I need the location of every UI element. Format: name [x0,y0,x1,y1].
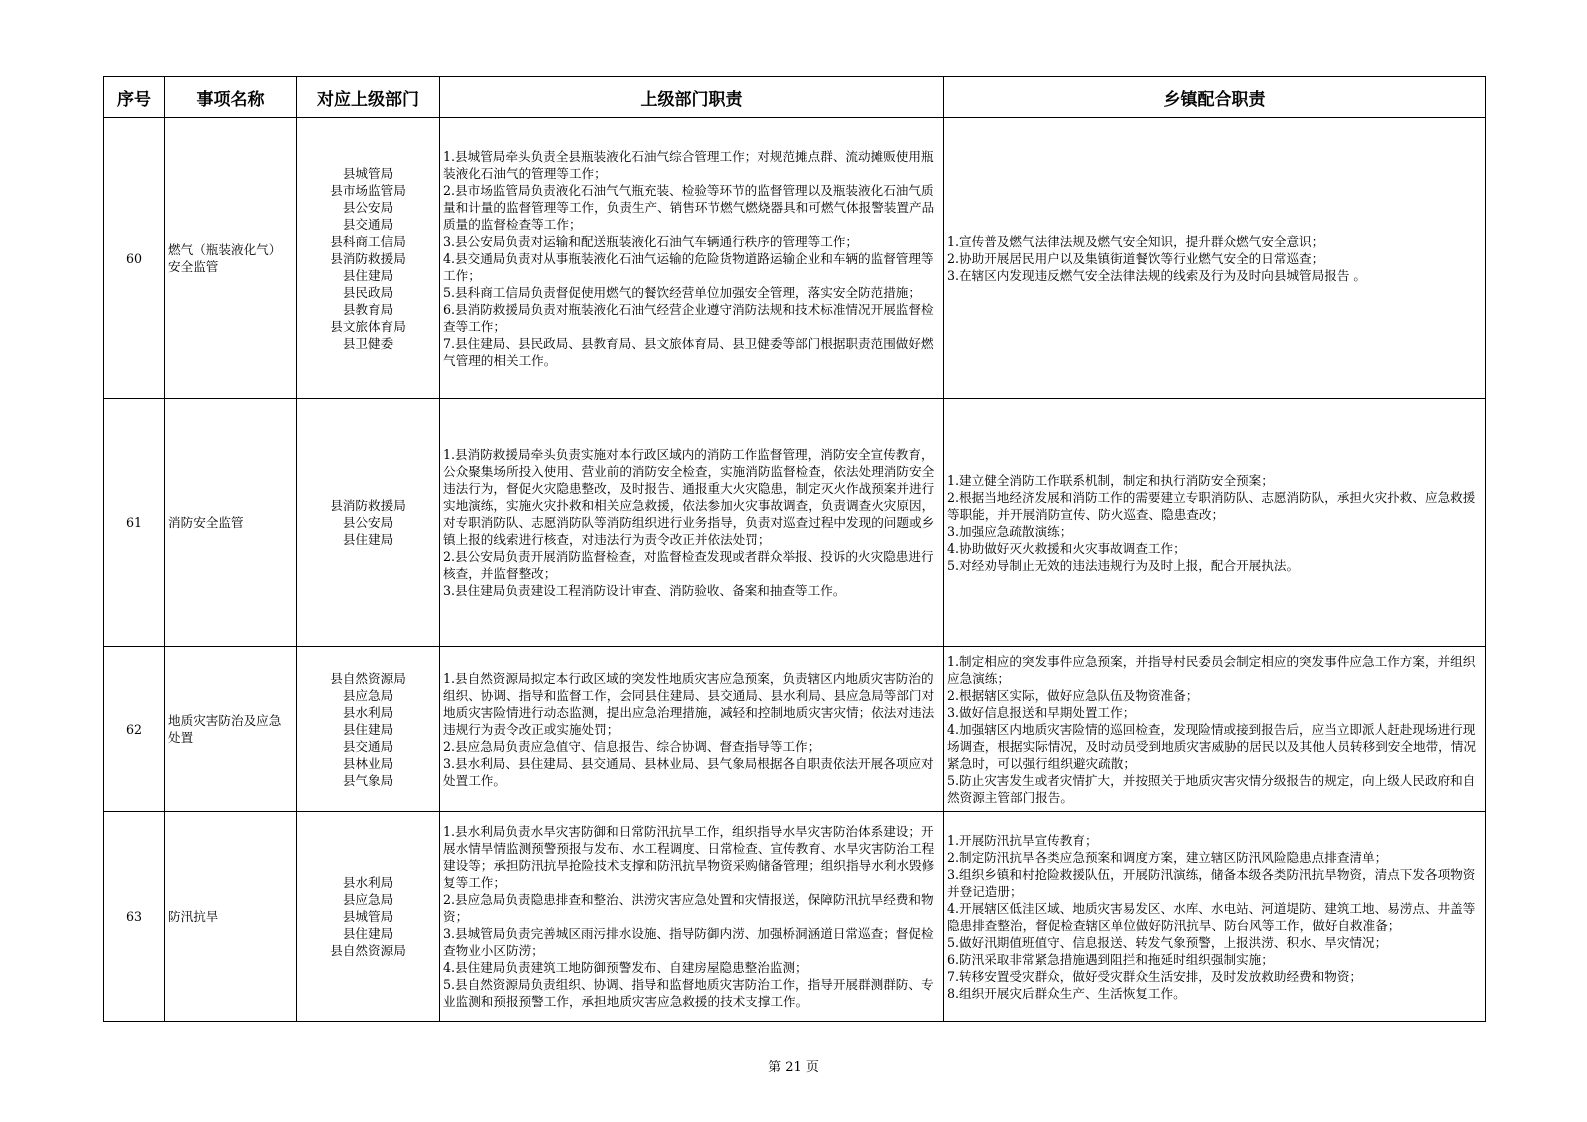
row-number: 62 [104,647,165,812]
department: 县消防救援局 [330,498,406,513]
town-duties [944,118,1486,399]
department: 县住建局 [342,926,394,941]
department: 县自然资源局 [330,670,406,686]
upper-duties [440,647,944,812]
town-duties [944,399,1486,647]
duty-item: 6.县消防救援局负责对瓶装液化石油气经营企业遵守消防法规和技术标准情况开展监督检查等工作； [443,301,934,334]
duty-item: 5.县科商工信局负责督促使用燃气的餐饮经营单位加强安全管理，落实安全防范措施； [443,284,921,300]
duty-item: 5.对经劝导制止无效的违法违规行为及时上报，配合开展执法。 [947,557,1300,573]
duty-item: 7.县住建局、县民政局、县教育局、县文旅体育局、县卫健委等部门根据职责范围做好燃气管理的相关工作。 [443,335,934,368]
duty-item: 5.做好汛期值班值守、信息报送、转发气象预警，上报洪涝、积水、旱灾情况； [947,934,1388,950]
table-header-row [104,77,1486,118]
duty-item: 3.县公安局负责对运输和配送瓶装液化石油气车辆通行秩序的管理等工作； [443,233,859,249]
duty-item: 2.县应急局负责隐患排查和整治、洪涝灾害应急处置和灾情报送，保障防汛抗旱经费和物资； [443,892,934,924]
header-town-duties: 乡镇配合职责 [944,77,1486,118]
duty-item: 3.在辖区内发现违反燃气安全法律法规的线索及行为及时向县城管局报告 。 [947,267,1367,283]
duty-item: 1.制定相应的突发事件应急预案，并指导村民委员会制定相应的突发事件应急工作方案，并组织应急演练； [947,653,1476,686]
table-row [104,399,1486,647]
department: 县教育局 [342,301,394,317]
department-list [297,647,440,812]
duty-item: 6.防汛采取非常紧急措施遇到阻拦和拖延时组织强制实施； [947,951,1274,967]
item-name: 消防安全监管 [165,399,297,647]
upper-duties [440,118,944,399]
duty-item: 8.组织开展灾后群众生产、生活恢复工作。 [947,985,1186,1001]
department: 县市场监管局 [330,182,406,198]
duty-item: 3.县住建局负责建设工程消防设计审查、消防验收、备案和抽查等工作。 [443,583,846,598]
row-number: 60 [104,118,165,399]
duty-item: 4.开展辖区低洼区域、地质灾害易发区、水库、水电站、河道堤防、建筑工地、易涝点、井盖等隐患排查整治，督促检查辖区单位做好防汛抗旱、防台风等工作，做好自救准备； [947,900,1476,933]
department: 县交通局 [342,738,394,754]
department: 县卫健委 [342,335,394,351]
duty-item: 3.做好信息报送和早期处置工作； [947,704,1136,720]
duty-item: 2.县应急局负责应急值守、信息报告、综合协调、督查指导等工作； [443,738,821,754]
duty-item: 1.开展防汛抗旱宣传教育； [947,832,1098,848]
department: 县住建局 [342,532,394,547]
department: 县公安局 [342,199,394,215]
duty-item: 1.县消防救援局牵头负责实施对本行政区域内的消防工作监督管理，消防安全宣传教育，公众聚集场所投入使用、营业前的消防安全检查，实施消防监督检查，依法处理消防安全违法行为，督促火灾隐患整改，及时报告、通报重大火灾隐患，制定灭火作战预案并进行实地演练，实施火灾扑救和相关应急救援，依法参加火灾事故调查，负责调查火灾原因，对专职消防队、志愿消防队等消防组织进行业务指导，负责对巡查过程中发现的问题或乡镇上报的线索进行核查，对违法行为责令改正并依法处罚； [443,447,935,547]
duty-item: 2.县公安局负责开展消防监督检查，对监督检查发现或者群众举报、投诉的火灾隐患进行核查，并监督整改； [443,549,934,581]
duty-item: 2.根据辖区实际，做好应急队伍及物资准备； [947,687,1199,703]
item-name: 燃气（瓶装液化气）安全监管 [165,118,297,399]
page-number: 第 21 页 [768,1060,819,1075]
town-duties [944,647,1486,812]
duty-item: 1.县自然资源局拟定本行政区域的突发性地质灾害应急预案，负责辖区内地质灾害防治的组织、协调、指导和监督工作，会同县住建局、县交通局、县水利局、县应急局等部门对地质灾害险情进行动态监测，提出应急治理措施，减轻和控制地质灾害灾情；依法对违法违规行为责令改正或实施处罚； [443,670,935,737]
department: 县民政局 [342,284,394,300]
table-row [104,647,1486,812]
duty-item: 1.县城管局牵头负责全县瓶装液化石油气综合管理工作；对规范摊点群、流动摊贩使用瓶装液化石油气的管理等工作； [443,148,934,181]
duty-item: 3.县城管局负责完善城区雨污排水设施、指导防御内涝、加强桥洞涵道日常巡查；督促检查物业小区防涝； [443,926,934,958]
department-list [297,118,440,399]
table-row [104,812,1486,1022]
duty-item: 4.县交通局负责对从事瓶装液化石油气运输的危险货物道路运输企业和车辆的监督管理等工作； [443,250,934,283]
department-list [297,399,440,647]
department: 县公安局 [342,515,394,530]
duty-item: 3.组织乡镇和村抢险救援队伍，开展防汛演练，储备本级各类防汛抗旱物资，清点下发各项物资并登记造册； [947,866,1476,899]
department: 县城管局 [342,165,394,181]
department: 县住建局 [342,721,394,737]
department: 县林业局 [342,755,394,771]
department: 县交通局 [342,216,394,232]
duty-item: 2.制定防汛抗旱各类应急预案和调度方案，建立辖区防汛风险隐患点排查清单； [947,849,1388,865]
duty-item: 2.县市场监管局负责液化石油气气瓶充装、检验等环节的监督管理以及瓶装液化石油气质量和计量的监督管理等工作，负责生产、销售环节燃气燃烧器具和可燃气体报警装置产品质量的监督检查等工作； [443,182,935,232]
duty-item: 1.建立健全消防工作联系机制，制定和执行消防安全预案； [947,472,1274,488]
duty-item: 1.县水利局负责水旱灾害防御和日常防汛抗旱工作，组织指导水旱灾害防治体系建设；开展水情旱情监测预警预报与发布、水工程调度、日常检查、宣传教育、水旱灾害防治工程建设等；承担防汛抗旱抢险技术支撑和防汛抗旱物资采购储备管理；组织指导水利水毁修复等工作； [443,824,935,890]
upper-duties [440,812,944,1022]
duty-item: 1.宣传普及燃气法律法规及燃气安全知识，提升群众燃气安全意识； [947,233,1325,249]
header-department: 对应上级部门 [297,77,440,118]
department: 县水利局 [342,704,394,720]
duty-item: 4.县住建局负责建筑工地防御预警发布、自建房屋隐患整治监测； [443,960,808,975]
department: 县应急局 [342,892,394,907]
duty-item: 4.协助做好灭火救援和火灾事故调查工作； [947,540,1186,556]
item-name: 地质灾害防治及应急处置 [165,647,297,812]
table-row [104,118,1486,399]
item-name: 防汛抗旱 [165,812,297,1022]
header-upper-duties: 上级部门职责 [440,77,944,118]
department-list [297,812,440,1022]
header-no: 序号 [104,77,165,118]
department: 县文旅体育局 [330,318,406,334]
duty-table [103,76,1486,1022]
department: 县应急局 [342,687,394,703]
duty-item: 7.转移安置受灾群众，做好受灾群众生活安排，及时发放救助经费和物资； [947,968,1363,984]
department: 县自然资源局 [330,943,406,958]
department: 县气象局 [342,772,394,788]
row-number: 63 [104,812,165,1022]
department: 县水利局 [342,875,394,890]
duty-item: 5.防止灾害发生或者灾情扩大，并按照关于地质灾害灾情分级报告的规定，向上级人民政府和自然资源主管部门报告。 [947,772,1476,805]
upper-duties [440,399,944,647]
department: 县消防救援局 [330,250,406,266]
duty-item: 4.加强辖区内地质灾害险情的巡回检查，发现险情或接到报告后，应当立即派人赶赴现场进行现场调查，根据实际情况，及时动员受到地质灾害威胁的居民以及其他人员转移到安全地带，情况紧急时，可以强行组织避灾疏散； [947,721,1476,771]
department: 县科商工信局 [330,233,406,249]
duty-item: 2.协助开展居民用户以及集镇街道餐饮等行业燃气安全的日常巡查； [947,250,1325,266]
duty-item: 3.加强应急疏散演练； [947,523,1073,539]
duty-item: 3.县水利局、县住建局、县交通局、县林业局、县气象局根据各自职责依法开展各项应对处置工作。 [443,755,934,788]
header-item-name: 事项名称 [165,77,297,118]
department: 县城管局 [342,909,394,924]
town-duties [944,812,1486,1022]
row-number: 61 [104,399,165,647]
department: 县住建局 [342,267,394,283]
duty-item: 2.根据当地经济发展和消防工作的需要建立专职消防队、志愿消防队，承担火灾扑救、应急救援等职能，并开展消防宣传、防火巡查、隐患查改； [947,489,1476,522]
duty-item: 5.县自然资源局负责组织、协调、指导和监督地质灾害防治工作，指导开展群测群防、专业监测和预报预警工作，承担地质灾害应急救援的技术支撑工作。 [443,977,934,1009]
